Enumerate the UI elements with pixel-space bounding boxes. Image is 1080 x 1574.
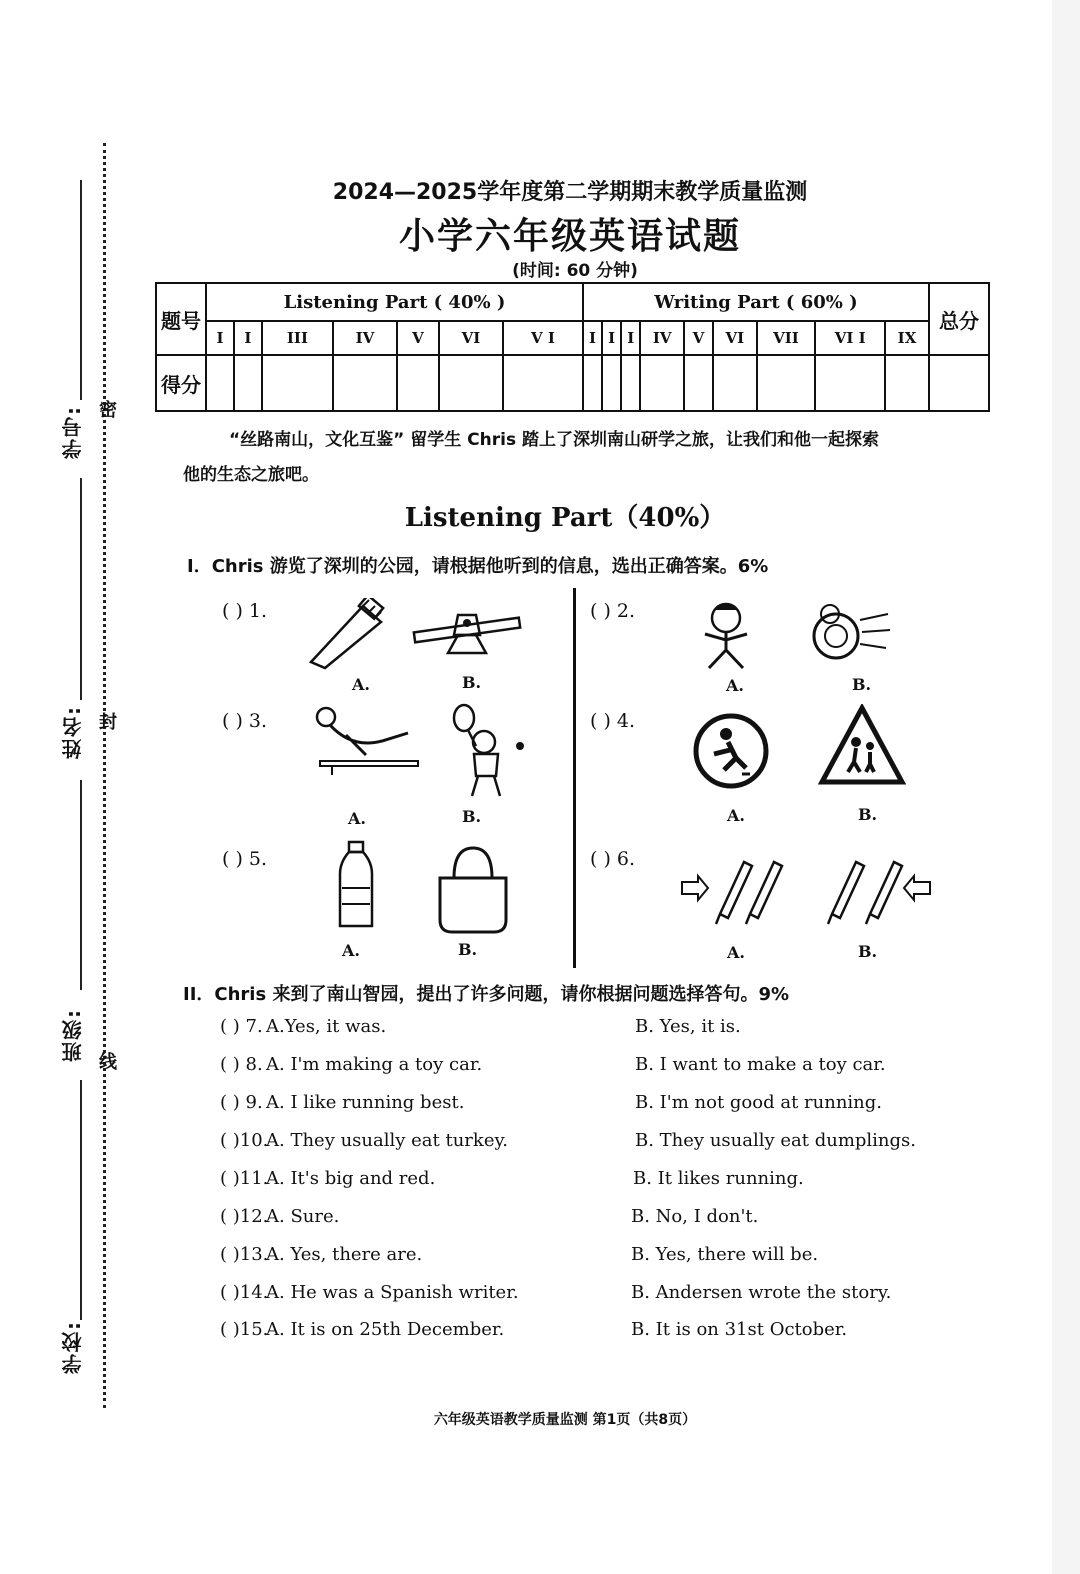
listening-col: I [234,321,262,355]
q10-option-b[interactable]: B. They usually eat dumplings. [635,1130,917,1151]
q2-option-a[interactable]: A. [726,676,744,695]
q15-option-a[interactable]: A. It is on 25th December. [266,1319,505,1340]
score-cell[interactable] [583,355,602,411]
writing-col: VII [757,321,816,355]
q11-option-a[interactable]: A. It's big and red. [266,1168,436,1189]
page-footer: 六年级英语教学质量监测 第1页（共8页） [433,1412,697,1428]
writing-col: I [602,321,621,355]
q6-option-b[interactable]: B. [858,942,878,961]
pens-arrow-left-icon [680,852,788,926]
saw-icon [303,598,385,670]
pens-arrow-right-icon [822,852,932,926]
water-bottle-icon [334,840,378,932]
q14-option-b[interactable]: B. Andersen wrote the story. [631,1282,892,1303]
question-no-label: 题号 [156,283,206,355]
writing-col: I [583,321,602,355]
q3-option-b[interactable]: B. [462,807,482,826]
q1-option-b[interactable]: B. [462,673,482,692]
q8-option-a[interactable]: A. I'm making a toy car. [266,1054,483,1075]
school-label: 学校: [61,1320,85,1374]
writing-col: I [621,321,640,355]
score-cell[interactable] [206,355,234,411]
score-cell[interactable] [439,355,503,411]
q15-number[interactable]: ( )15. [220,1319,269,1340]
q11-option-b[interactable]: B. It likes running. [633,1168,804,1189]
score-cell[interactable] [640,355,684,411]
class-label: 班级: [61,1008,85,1062]
high-jump-icon [312,705,424,777]
writing-col: IX [885,321,929,355]
tote-bag-icon [434,844,512,936]
score-cell[interactable] [757,355,816,411]
intro-line-1: “丝路南山，文化互鉴” 留学生 Chris 踏上了深圳南山研学之旅，让我们和他一起探索 [229,430,880,450]
q5-number[interactable]: ( ) 5. [222,848,268,870]
q10-option-a[interactable]: A. They usually eat turkey. [266,1130,508,1151]
score-cell[interactable] [713,355,757,411]
q12-number[interactable]: ( )12. [220,1206,269,1227]
q9-option-b[interactable]: B. I'm not good at running. [635,1092,883,1113]
slippery-sign-icon [692,712,770,790]
q9-number[interactable]: ( ) 9. [220,1092,263,1113]
scan-edge [1052,0,1080,1574]
q14-number[interactable]: ( )14. [220,1282,269,1303]
q4-option-a[interactable]: A. [727,806,745,825]
listening-col: IV [333,321,397,355]
listening-col: VI [439,321,503,355]
score-cell[interactable] [602,355,621,411]
q7-number[interactable]: ( ) 7. [220,1016,263,1037]
name-label: 姓名: [61,705,85,759]
q5-option-a[interactable]: A. [342,941,360,960]
score-cell[interactable] [621,355,640,411]
score-cell[interactable] [885,355,929,411]
score-cell[interactable] [684,355,713,411]
q15-option-b[interactable]: B. It is on 31st October. [631,1319,848,1340]
q2-option-b[interactable]: B. [852,675,872,694]
q9-option-a[interactable]: A. I like running best. [266,1092,465,1113]
q5-option-b[interactable]: B. [458,940,478,959]
class-blank [80,780,82,990]
q12-option-b[interactable]: B. No, I don't. [631,1206,759,1227]
seal-char-mi: 密 [96,400,117,418]
student-no-label: 学号: [61,405,85,459]
writing-part-header: Writing Part ( 60% ) [583,283,929,321]
section-1-heading: I．Chris 游览了深圳的公园，请根据他听到的信息，选出正确答案。6% [187,556,769,577]
score-cell[interactable] [262,355,333,411]
q13-option-b[interactable]: B. Yes, there will be. [631,1244,819,1265]
seal-char-xian: 线 [96,1052,117,1070]
exam-time: (时间: 60 分钟) [512,261,638,281]
term-line: 2024—2025学年度第二学期期末教学质量监测 [332,180,808,205]
listening-col: V [397,321,439,355]
q13-option-a[interactable]: A. Yes, there are. [266,1244,423,1265]
q3-option-a[interactable]: A. [348,809,366,828]
q6-option-a[interactable]: A. [727,943,745,962]
q12-option-a[interactable]: A. Sure. [266,1206,340,1227]
children-crossing-sign-icon [818,704,906,786]
binding-dotted-line [103,143,106,1408]
listening-col: III [262,321,333,355]
section-2-heading: II．Chris 来到了南山智园，提出了许多问题，请你根据问题选择答句。9% [183,984,790,1005]
q8-number[interactable]: ( ) 8. [220,1054,263,1075]
boy-exercising-icon [695,598,757,672]
seesaw-icon [410,605,525,660]
q2-number[interactable]: ( ) 2. [590,600,636,622]
writing-col: V [684,321,713,355]
total-score-cell[interactable] [929,355,989,411]
q4-option-b[interactable]: B. [858,805,878,824]
school-blank [80,1080,82,1320]
listening-col: V I [503,321,583,355]
score-table [155,282,990,412]
seal-char-feng: 封 [96,712,117,730]
q3-number[interactable]: ( ) 3. [222,710,268,732]
q1-option-a[interactable]: A. [352,675,370,694]
q6-number[interactable]: ( ) 6. [590,848,636,870]
q4-number[interactable]: ( ) 4. [590,710,636,732]
q11-number[interactable]: ( )11. [220,1168,269,1189]
q14-option-a[interactable]: A. He was a Spanish writer. [266,1282,519,1303]
score-cell[interactable] [397,355,439,411]
q7-option-b[interactable]: B. Yes, it is. [635,1016,741,1037]
q10-number[interactable]: ( )10. [220,1130,269,1151]
q1-number[interactable]: ( ) 1. [222,600,268,622]
score-cell[interactable] [234,355,262,411]
column-divider [573,588,576,968]
badminton-player-icon [448,702,528,798]
total-score-label: 总分 [929,283,989,355]
writing-col: VI [713,321,757,355]
listening-col: I [206,321,234,355]
score-cell[interactable] [333,355,397,411]
q13-number[interactable]: ( )13. [220,1244,269,1265]
score-cell[interactable] [503,355,583,411]
listening-part-title: Listening Part（40%） [404,503,726,533]
q8-option-b[interactable]: B. I want to make a toy car. [635,1054,886,1075]
writing-col: VI I [815,321,885,355]
intro-line-2: 他的生态之旅吧。 [183,465,319,485]
intro-paragraph [183,423,983,493]
listening-part-header: Listening Part ( 40% ) [206,283,583,321]
swimming-ring-icon [800,600,892,668]
writing-col: IV [640,321,684,355]
score-cell[interactable] [815,355,885,411]
score-row-label: 得分 [156,355,206,411]
exam-title: 小学六年级英语试题 [398,216,741,257]
q7-option-a[interactable]: A.Yes, it was. [266,1016,387,1037]
